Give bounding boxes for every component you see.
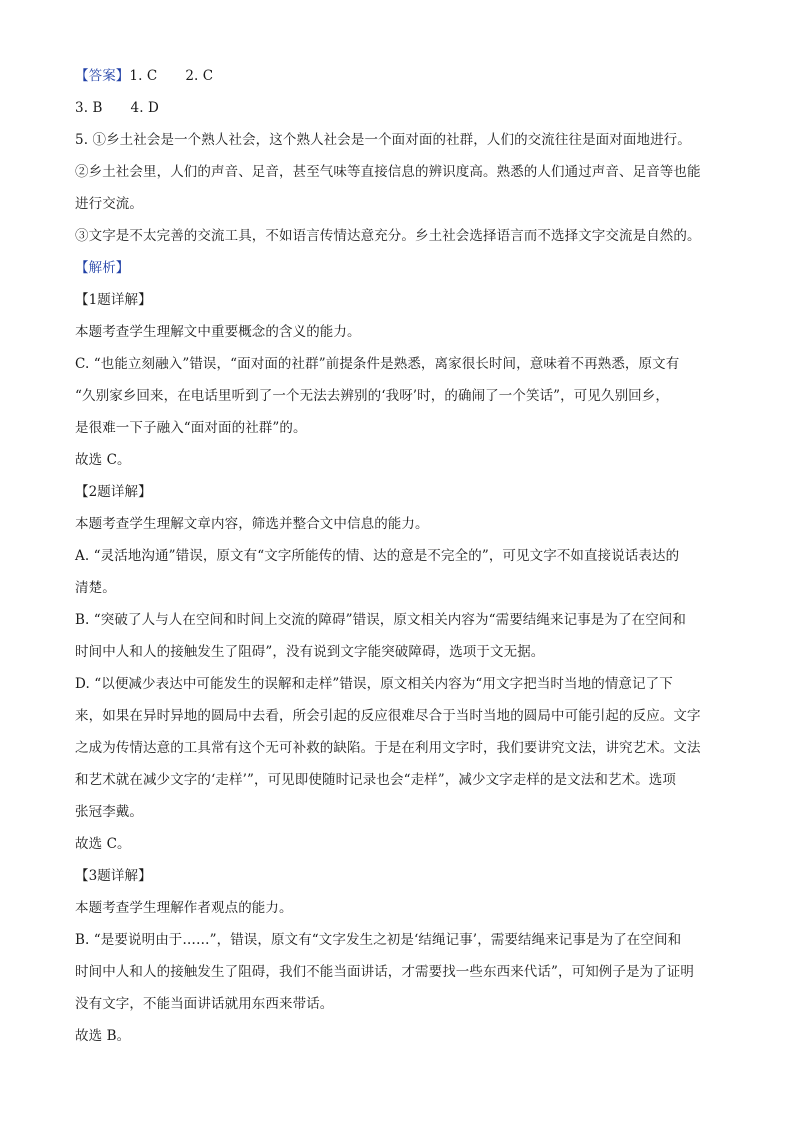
section1-line-3: “久别家乡回来，在电话里听到了一个无法去辨别的‘我呀’时，的确闹了一个笑话”，可见久别回乡， <box>75 388 669 404</box>
q5-line-2: ②乡土社会里，人们的声音、足音，甚至气味等直接信息的辨识度高。熟悉的人们通过声音、足音等也能 <box>75 164 701 180</box>
analysis-heading: 【解析】 <box>75 260 130 276</box>
section2-line-10: 张冠李戴。 <box>75 804 143 820</box>
section1-line-5: 故选 C。 <box>75 452 131 468</box>
section2-heading: 【2题详解】 <box>75 484 152 500</box>
section2-line-9: 和艺术就在减少文字的‘走样’”，可见即使随时记录也会“走样”，减少文字走样的是文法和艺术。选项 <box>75 772 676 788</box>
q5-line-3: 进行交流。 <box>75 196 143 212</box>
section3-line-5: 故选 B。 <box>75 1028 131 1044</box>
section1-heading: 【1题详解】 <box>75 292 152 308</box>
answer-q2: 2. C <box>185 68 214 84</box>
section2-line-5: 时间中人和人的接触发生了阻碍”，没有说到文字能突破障碍，选项于文无据。 <box>75 644 545 660</box>
section2-line-1: 本题考查学生理解文章内容，筛选并整合文中信息的能力。 <box>75 516 429 532</box>
section2-line-3: 清楚。 <box>75 580 116 596</box>
answer-tag: 【答案】 <box>75 68 130 84</box>
section2-line-11: 故选 C。 <box>75 836 131 852</box>
section3-heading: 【3题详解】 <box>75 868 152 884</box>
answer-line-2 <box>75 99 725 117</box>
section3-line-4: 没有文字，不能当面讲话就用东西来带话。 <box>75 996 334 1012</box>
section1-line-2: C. “也能立刻融入”错误，“面对面的社群”前提条件是熟悉，离家很长时间，意味着不再熟悉，原文有 <box>75 356 680 372</box>
section1-line-1: 本题考查学生理解文中重要概念的含义的能力。 <box>75 324 361 340</box>
q5-line-4: ③文字是不太完善的交流工具，不如语言传情达意充分。乡土社会选择语言而不选择文字交流是自然的。 <box>75 228 701 244</box>
section2-line-4: B. “突破了人与人在空间和时间上交流的障碍”错误，原文相关内容为“需要结绳来记事是为了在空间和 <box>75 612 687 628</box>
section2-line-8: 之成为传情达意的工具常有这个无可补救的缺陷。于是在利用文字时，我们要讲究文法，讲究艺术。文法 <box>75 740 701 756</box>
answer-q3: 3. B <box>75 100 103 116</box>
answer-q4: 4. D <box>130 100 159 116</box>
section3-line-1: 本题考查学生理解作者观点的能力。 <box>75 900 293 916</box>
section3-line-2: B. “是要说明由于……”，错误，原文有“文字发生之初是‘结绳记事’，需要结绳来记事是为了在空间和 <box>75 932 682 948</box>
answer-q1: 1. C <box>129 68 158 84</box>
section3-line-3: 时间中人和人的接触发生了阻碍，我们不能当面讲话，才需要找一些东西来代话”，可知例子是为了证明 <box>75 964 694 980</box>
section2-line-2: A. “灵活地沟通”错误，原文有“文字所能传的情、达的意是不完全的”，可见文字不如直接说话表达的 <box>75 548 680 564</box>
answer-line-1 <box>75 67 725 85</box>
section2-line-6: D. “以便减少表达中可能发生的误解和走样”错误，原文相关内容为“用文字把当时当地的情意记了下 <box>75 676 673 692</box>
section2-line-7: 来，如果在异时异地的圆局中去看，所会引起的反应很难尽合于当时当地的圆局中可能引起的反应。文字 <box>75 708 701 724</box>
q5-line-1: 5. ①乡土社会是一个熟人社会，这个熟人社会是一个面对面的社群，人们的交流往往是面对面地进行。 <box>75 132 691 148</box>
section1-line-4: 是很难一下子融入“面对面的社群”的。 <box>75 420 307 436</box>
